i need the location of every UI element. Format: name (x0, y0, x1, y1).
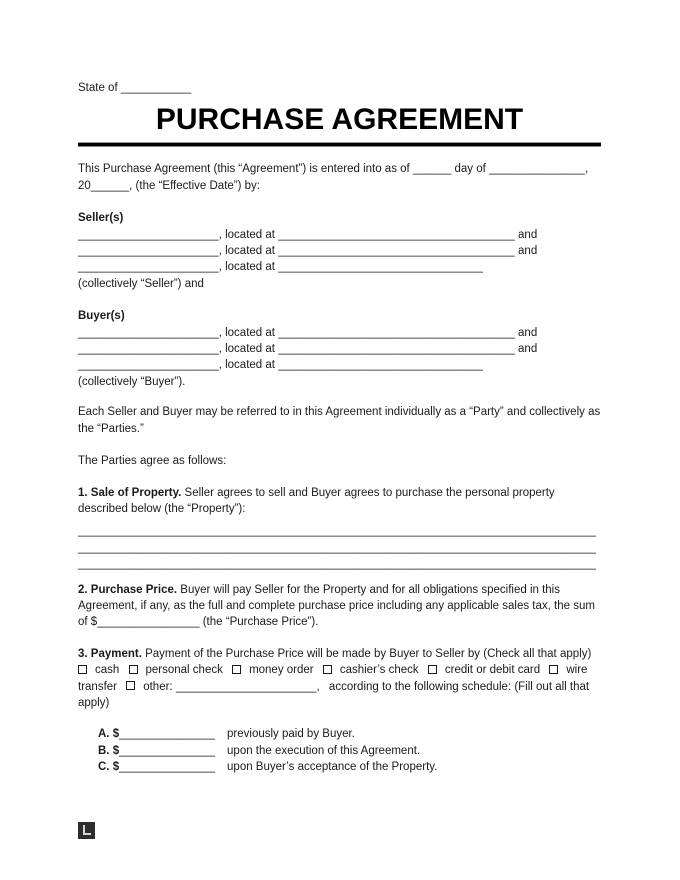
property-blank-line: _________________________________________________________________________________ (78, 541, 597, 554)
schedule-item-label: A. $ (98, 728, 120, 741)
property-description-blanks (78, 523, 601, 572)
day-blank: ______ (412, 163, 452, 176)
seller-address-blank: _____________________________________ (278, 228, 515, 241)
intro-text: day of (451, 163, 490, 176)
seller-name-blank: ______________________ (78, 261, 219, 274)
located-at-label: , located at (218, 326, 279, 339)
row-conjunction: and (514, 245, 538, 258)
payment-schedule-list (78, 726, 601, 775)
payment-method-label: wire transfer (78, 664, 588, 693)
intro-text: , 20 (78, 163, 589, 192)
document-content (78, 0, 601, 776)
party-reference-paragraph: Each Seller and Buyer may be referred to in this Agreement individually as a “Party” and collectively as the “Parties.” (78, 406, 601, 435)
schedule-amount-blank: _______________ (119, 728, 216, 741)
other-method-blank: ______________________, (175, 680, 320, 693)
payment-method-personal-check (129, 664, 223, 676)
schedule-item-a (78, 726, 601, 742)
seller-heading: Seller(s) (78, 212, 124, 225)
checkbox-icon (126, 681, 135, 690)
seller-collective-line: (collectively “Seller”) and (78, 277, 204, 290)
row-conjunction: and (514, 343, 538, 356)
schedule-item-text: previously paid by Buyer. (227, 728, 355, 741)
buyer-address-blank: ________________________________ (278, 359, 483, 372)
section-1-body: Seller agrees to sell and Buyer agrees to purchase the personal property described below (the “Property”): (78, 486, 555, 515)
property-blank-line: _________________________________________________________________________________ (78, 525, 597, 538)
seller-name-blank: ______________________ (78, 245, 219, 258)
payment-method-label: cashier’s check (339, 664, 419, 677)
checkbox-icon (323, 665, 332, 674)
section-2-body: Buyer will pay Seller for the Property and for all obligations specified in this Agreement, if any, as the full and complete purchase price including any applicable sales tax, the sum of $ (78, 583, 595, 629)
checkbox-icon (78, 665, 87, 674)
payment-method-credit-debit (428, 664, 540, 676)
schedule-item-label: C. $ (98, 761, 120, 774)
section-2-body-after: (the “Purchase Price”). (199, 616, 319, 629)
payment-method-cashiers-check (323, 664, 419, 676)
state-of-line (78, 80, 601, 96)
buyer-name-blank: ______________________ (78, 343, 219, 356)
seller-row (78, 227, 601, 243)
seller-name-blank: ______________________ (78, 228, 219, 241)
year-blank: ______ (90, 179, 130, 192)
seller-row (78, 259, 601, 275)
section-3-heading: 3. Payment. (78, 647, 142, 660)
section-3-body-after: according to the following schedule: (Fill out all that apply) (78, 680, 590, 709)
located-at-label: , located at (218, 245, 279, 258)
section-2-heading: 2. Purchase Price. (78, 583, 178, 596)
schedule-item-b (78, 743, 601, 759)
seller-section (78, 210, 601, 292)
section-3-body: Payment of the Purchase Price will be made by Buyer to Seller by (Check all that apply) (141, 647, 592, 660)
buyer-address-blank: _____________________________________ (278, 343, 515, 356)
property-blank-line: _________________________________________________________________________________ (78, 558, 597, 571)
buyer-section (78, 308, 601, 390)
payment-method-money-order (232, 664, 314, 676)
buyer-row (78, 325, 601, 341)
checkbox-icon (549, 665, 558, 674)
agreement-lead-line: The Parties agree as follows: (78, 455, 227, 468)
purchase-price-blank: ________________ (97, 616, 200, 629)
payment-method-label: personal check (145, 664, 223, 677)
schedule-item-label: B. $ (98, 744, 120, 757)
buyer-row (78, 357, 601, 373)
buyer-heading: Buyer(s) (78, 310, 125, 323)
intro-text: This Purchase Agreement (this “Agreement”) is entered into as of (78, 163, 413, 176)
payment-method-label: credit or debit card (444, 664, 541, 677)
intro-text: , (the “Effective Date”) by: (129, 179, 260, 192)
month-blank: _______________ (489, 163, 585, 176)
schedule-amount-blank: _______________ (119, 761, 216, 774)
page-title: PURCHASE AGREEMENT (155, 103, 524, 137)
title-divider (78, 143, 601, 147)
schedule-item-text: upon Buyer’s acceptance of the Property. (227, 761, 438, 774)
section-purchase-price (78, 582, 601, 631)
payment-method-cash (78, 664, 119, 676)
checkbox-icon (428, 665, 437, 674)
located-at-label: , located at (218, 343, 279, 356)
buyer-row (78, 341, 601, 357)
section-payment (78, 646, 601, 712)
seller-row (78, 243, 601, 259)
seller-address-blank: _____________________________________ (278, 245, 515, 258)
row-conjunction: and (514, 228, 538, 241)
schedule-item-c (78, 759, 601, 775)
buyer-name-blank: ______________________ (78, 359, 219, 372)
buyer-collective-line: (collectively “Buyer”). (78, 375, 186, 388)
section-1-heading: 1. Sale of Property. (78, 486, 182, 499)
buyer-address-blank: _____________________________________ (278, 326, 515, 339)
checkbox-icon (232, 665, 241, 674)
payment-method-label: cash (95, 664, 120, 677)
buyer-name-blank: ______________________ (78, 326, 219, 339)
schedule-amount-blank: _______________ (119, 744, 216, 757)
located-at-label: , located at (218, 359, 279, 372)
schedule-item-text: upon the execution of this Agreement. (227, 744, 421, 757)
payment-method-label: money order (249, 664, 314, 677)
located-at-label: , located at (218, 228, 279, 241)
payment-method-label: other: (143, 680, 176, 693)
intro-paragraph (78, 161, 601, 194)
payment-method-other (126, 681, 320, 693)
checkbox-icon (129, 665, 138, 674)
state-of-blank: ___________ (120, 82, 192, 94)
located-at-label: , located at (218, 261, 279, 274)
row-conjunction: and (514, 326, 538, 339)
logo-letter-l (83, 825, 91, 835)
seller-address-blank: ________________________________ (278, 261, 483, 274)
section-sale-of-property (78, 485, 601, 518)
legaltemplates-logo-icon (78, 822, 95, 839)
state-of-label: State of (78, 82, 121, 94)
